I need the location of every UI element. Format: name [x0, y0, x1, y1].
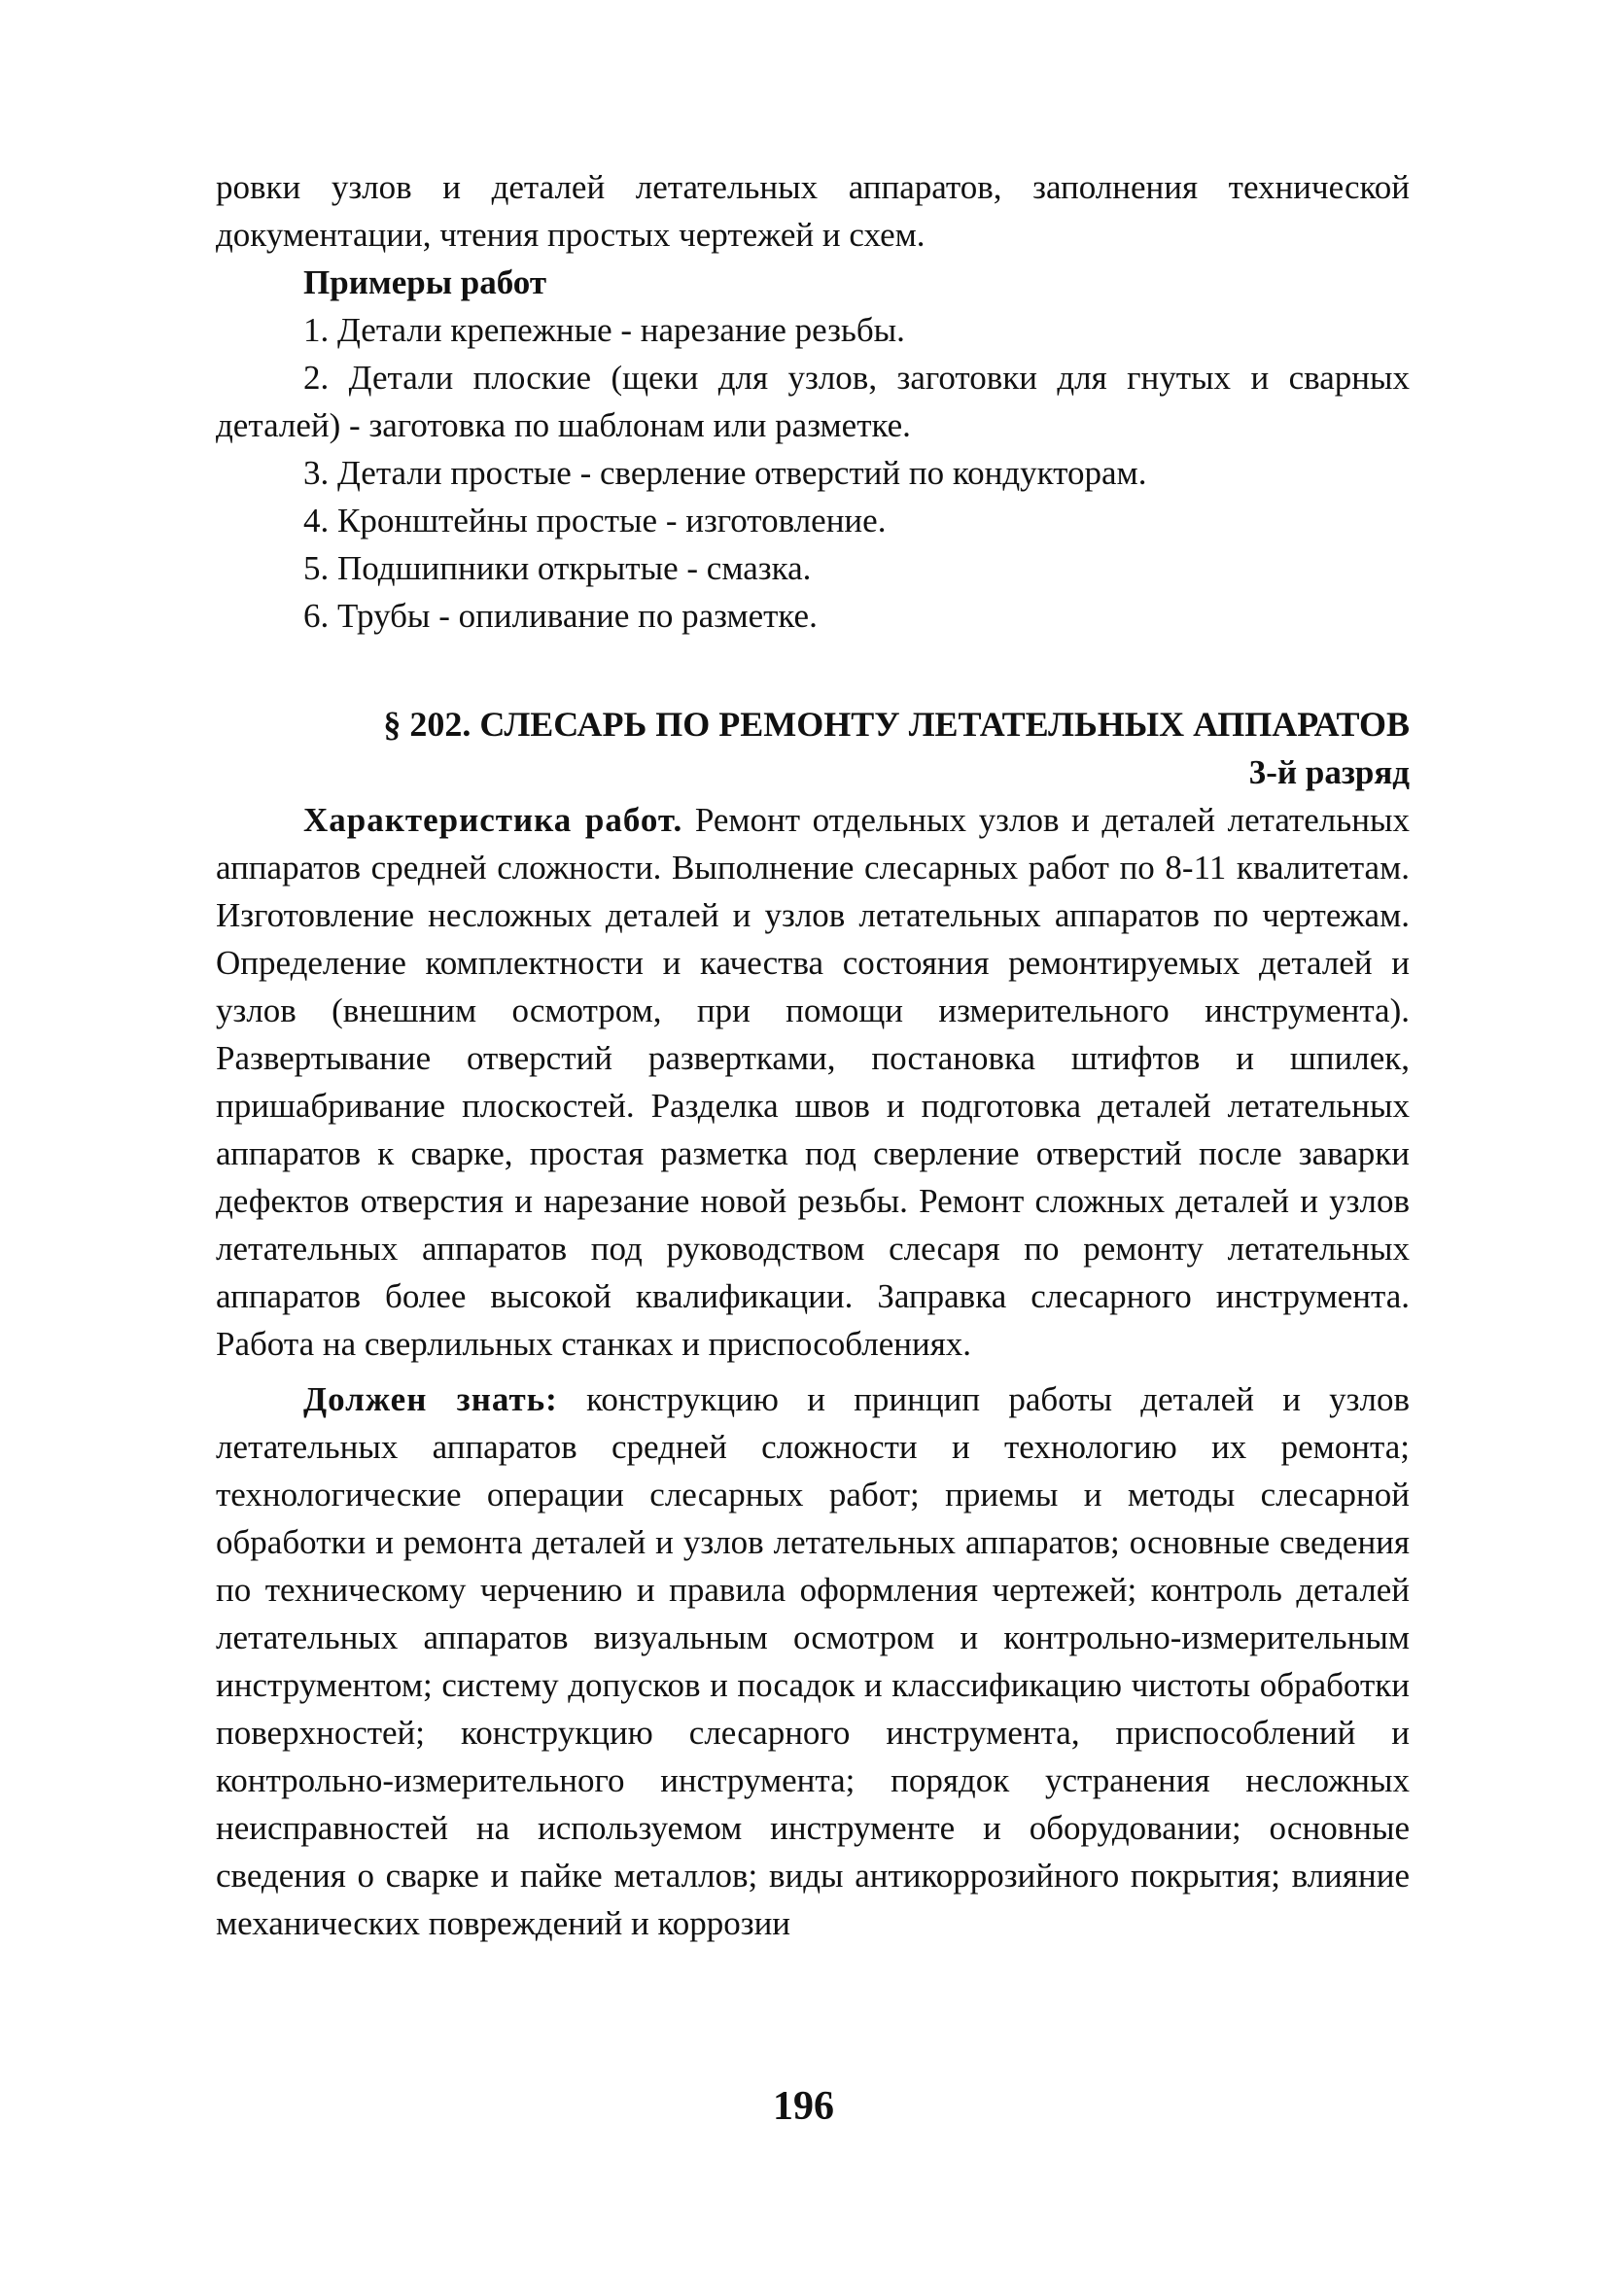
section-body	[216, 796, 1410, 1947]
characteristic-paragraph	[216, 796, 1410, 1368]
list-item: 4. Кронштейны простые - изготовление.	[303, 502, 887, 539]
grade-label: 3-й разряд	[1248, 753, 1410, 791]
section-title: § 202. СЛЕСАРЬ ПО РЕМОНТУ ЛЕТАТЕЛЬНЫХ АППАРАТОВ	[383, 705, 1410, 744]
knowledge-paragraph	[216, 1375, 1410, 1947]
document-page	[216, 163, 1410, 1947]
page-number: 196	[773, 2084, 834, 2129]
list-item: 6. Трубы - опиливание по разметке.	[303, 597, 818, 635]
knowledge-text: конструкцию и принцип работы деталей и узлов летательных аппаратов средней сложности и технологию их ремонта; технологические операции слесарных работ; приемы и методы слесарной обработки и ремонта деталей и узлов летательных аппаратов; основные сведения по техническому черчению и правила оформления чертежей; контроль деталей летательных аппаратов визуальным осмотром и контрольно-измерительным инструментом; систему допусков и посадок и классификацию чистоты обработки поверхностей; конструкцию слесарного инструмента, приспособлений и контрольно-измерительного инструмента; порядок устранения несложных неисправностей на используемом инструменте и оборудовании; основные сведения о сварке и пайке металлов; виды антикоррозийного покрытия; влияние механических повреждений и коррозии	[216, 1380, 1411, 1942]
characteristic-text: Ремонт отдельных узлов и деталей летательных аппаратов средней сложности. Выполнение слесарных работ по 8-11 квалитетам. Изготовление несложных деталей и узлов летательных аппаратов по чертежам. Определение комплектности и качества состояния ремонтируемых деталей и узлов (внешним осмотром, при помощи измерительного инструмента). Развертывание отверстий развертками, постановка штифтов и шпилек, пришабривание плоскостей. Разделка швов и подготовка деталей летательных аппаратов к сварке, простая разметка под сверление отверстий после заварки дефектов отверстия и нарезание новой резьбы. Ремонт сложных деталей и узлов летательных аппаратов под руководством слесаря по ремонту летательных аппаратов более высокой квалификации. Заправка слесарного инструмента. Работа на сверлильных станках и приспособлениях.	[216, 801, 1410, 1363]
list-item: 5. Подшипники открытые - смазка.	[303, 549, 812, 587]
list-item: 1. Детали крепежные - нарезание резьбы.	[303, 311, 905, 349]
characteristic-lead: Характеристика работ.	[303, 801, 683, 839]
intro-paragraph: ровки узлов и деталей летательных аппаратов, заполнения технической документации, чтения простых чертежей и схем.	[216, 168, 1410, 254]
list-item: 2. Детали плоские (щеки для узлов, заготовки для гнутых и сварных деталей) - заготовка по шаблонам или разметке.	[216, 359, 1410, 444]
knowledge-lead: Должен знать:	[303, 1380, 558, 1418]
examples-heading: Примеры работ	[303, 263, 547, 301]
examples-list	[216, 306, 1410, 640]
list-item: 3. Детали простые - сверление отверстий по кондукторам.	[303, 454, 1147, 492]
